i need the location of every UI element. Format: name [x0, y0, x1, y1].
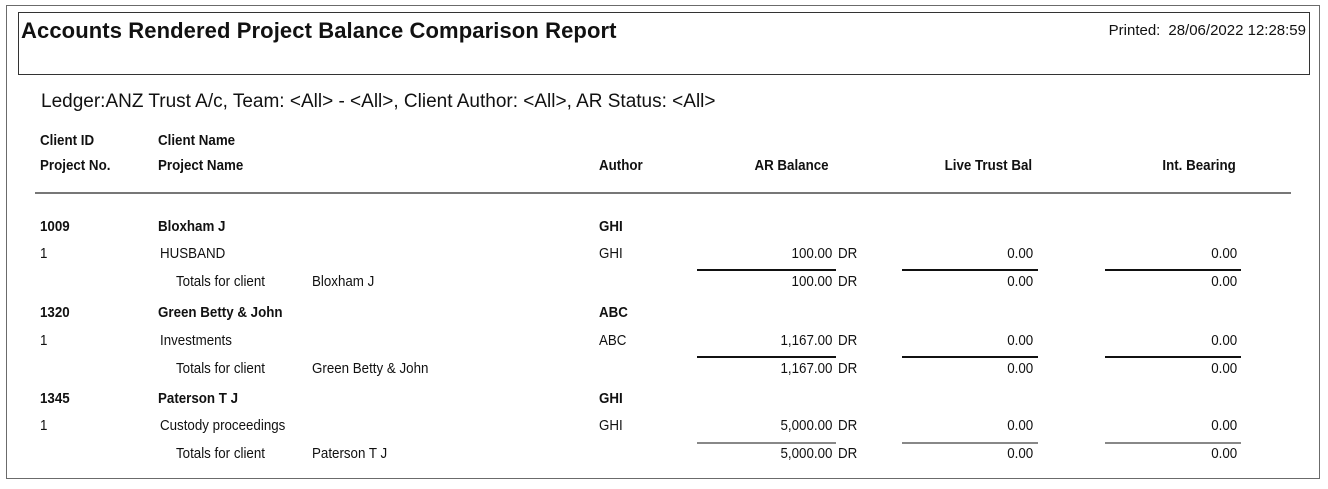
col-header-client-id: Client ID	[40, 133, 95, 149]
totals-int-bearing: 0.00	[1211, 274, 1237, 290]
project-ar-dr: DR	[838, 333, 858, 349]
totals-live-trust-bal: 0.00	[1007, 274, 1033, 290]
project-no: 1	[40, 246, 48, 262]
totals-client-name: Paterson T J	[312, 446, 388, 462]
totals-underline	[902, 356, 1038, 358]
col-header-project-no: Project No.	[40, 158, 111, 174]
project-name: Custody proceedings	[160, 418, 286, 434]
col-header-ar-balance: AR Balance	[754, 158, 829, 174]
totals-int-bearing: 0.00	[1211, 361, 1237, 377]
printed-timestamp	[1109, 22, 1306, 39]
totals-ar-balance: 5,000.00	[780, 446, 832, 462]
totals-underline	[902, 269, 1038, 271]
report-title: Accounts Rendered Project Balance Comparison Report	[21, 18, 617, 43]
totals-ar-dr: DR	[838, 446, 858, 462]
project-ar-balance: 5,000.00	[780, 418, 832, 434]
project-name: HUSBAND	[160, 246, 226, 262]
totals-ar-dr: DR	[838, 361, 858, 377]
project-ar-dr: DR	[838, 246, 858, 262]
totals-underline	[697, 356, 836, 358]
project-author: GHI	[599, 246, 623, 262]
client-id: 1345	[40, 391, 70, 407]
totals-ar-balance: 1,167.00	[780, 361, 832, 377]
client-author: GHI	[599, 219, 623, 235]
report-filter-line: Ledger:ANZ Trust A/c, Team: <All> - <All>, Client Author: <All>, AR Status: <All>	[41, 91, 716, 112]
project-ar-dr: DR	[838, 418, 858, 434]
project-live-trust-bal: 0.00	[1007, 246, 1033, 262]
client-name: Green Betty & John	[158, 305, 283, 321]
client-id: 1320	[40, 305, 70, 321]
project-author: ABC	[599, 333, 627, 349]
totals-int-bearing: 0.00	[1211, 446, 1237, 462]
totals-underline	[902, 442, 1038, 444]
totals-ar-dr: DR	[838, 274, 858, 290]
header-divider	[35, 192, 1291, 194]
project-no: 1	[40, 418, 48, 434]
project-name: Investments	[160, 333, 232, 349]
col-header-author: Author	[599, 158, 643, 174]
totals-label: Totals for client	[176, 361, 265, 377]
totals-client-name: Bloxham J	[312, 274, 375, 290]
totals-underline	[1105, 442, 1241, 444]
client-id: 1009	[40, 219, 70, 235]
client-name: Paterson T J	[158, 391, 239, 407]
project-live-trust-bal: 0.00	[1007, 333, 1033, 349]
client-author: GHI	[599, 391, 623, 407]
totals-underline	[697, 442, 836, 444]
project-int-bearing: 0.00	[1211, 246, 1237, 262]
col-header-int-bearing: Int. Bearing	[1162, 158, 1236, 174]
totals-ar-balance: 100.00	[791, 274, 832, 290]
totals-live-trust-bal: 0.00	[1007, 361, 1033, 377]
totals-underline	[1105, 269, 1241, 271]
totals-underline	[697, 269, 836, 271]
col-header-client-name: Client Name	[158, 133, 236, 149]
totals-label: Totals for client	[176, 274, 265, 290]
printed-value: 28/06/2022 12:28:59	[1168, 22, 1306, 39]
project-no: 1	[40, 333, 48, 349]
client-name: Bloxham J	[158, 219, 226, 235]
totals-underline	[1105, 356, 1241, 358]
project-live-trust-bal: 0.00	[1007, 418, 1033, 434]
project-int-bearing: 0.00	[1211, 418, 1237, 434]
project-ar-balance: 1,167.00	[780, 333, 832, 349]
totals-label: Totals for client	[176, 446, 265, 462]
totals-live-trust-bal: 0.00	[1007, 446, 1033, 462]
totals-client-name: Green Betty & John	[312, 361, 429, 377]
client-author: ABC	[599, 305, 628, 321]
project-ar-balance: 100.00	[791, 246, 832, 262]
report-page	[6, 5, 1320, 479]
project-author: GHI	[599, 418, 623, 434]
col-header-live-trust-bal: Live Trust Bal	[944, 158, 1032, 174]
printed-label: Printed:	[1108, 22, 1161, 39]
col-header-project-name: Project Name	[158, 158, 244, 174]
project-int-bearing: 0.00	[1211, 333, 1237, 349]
